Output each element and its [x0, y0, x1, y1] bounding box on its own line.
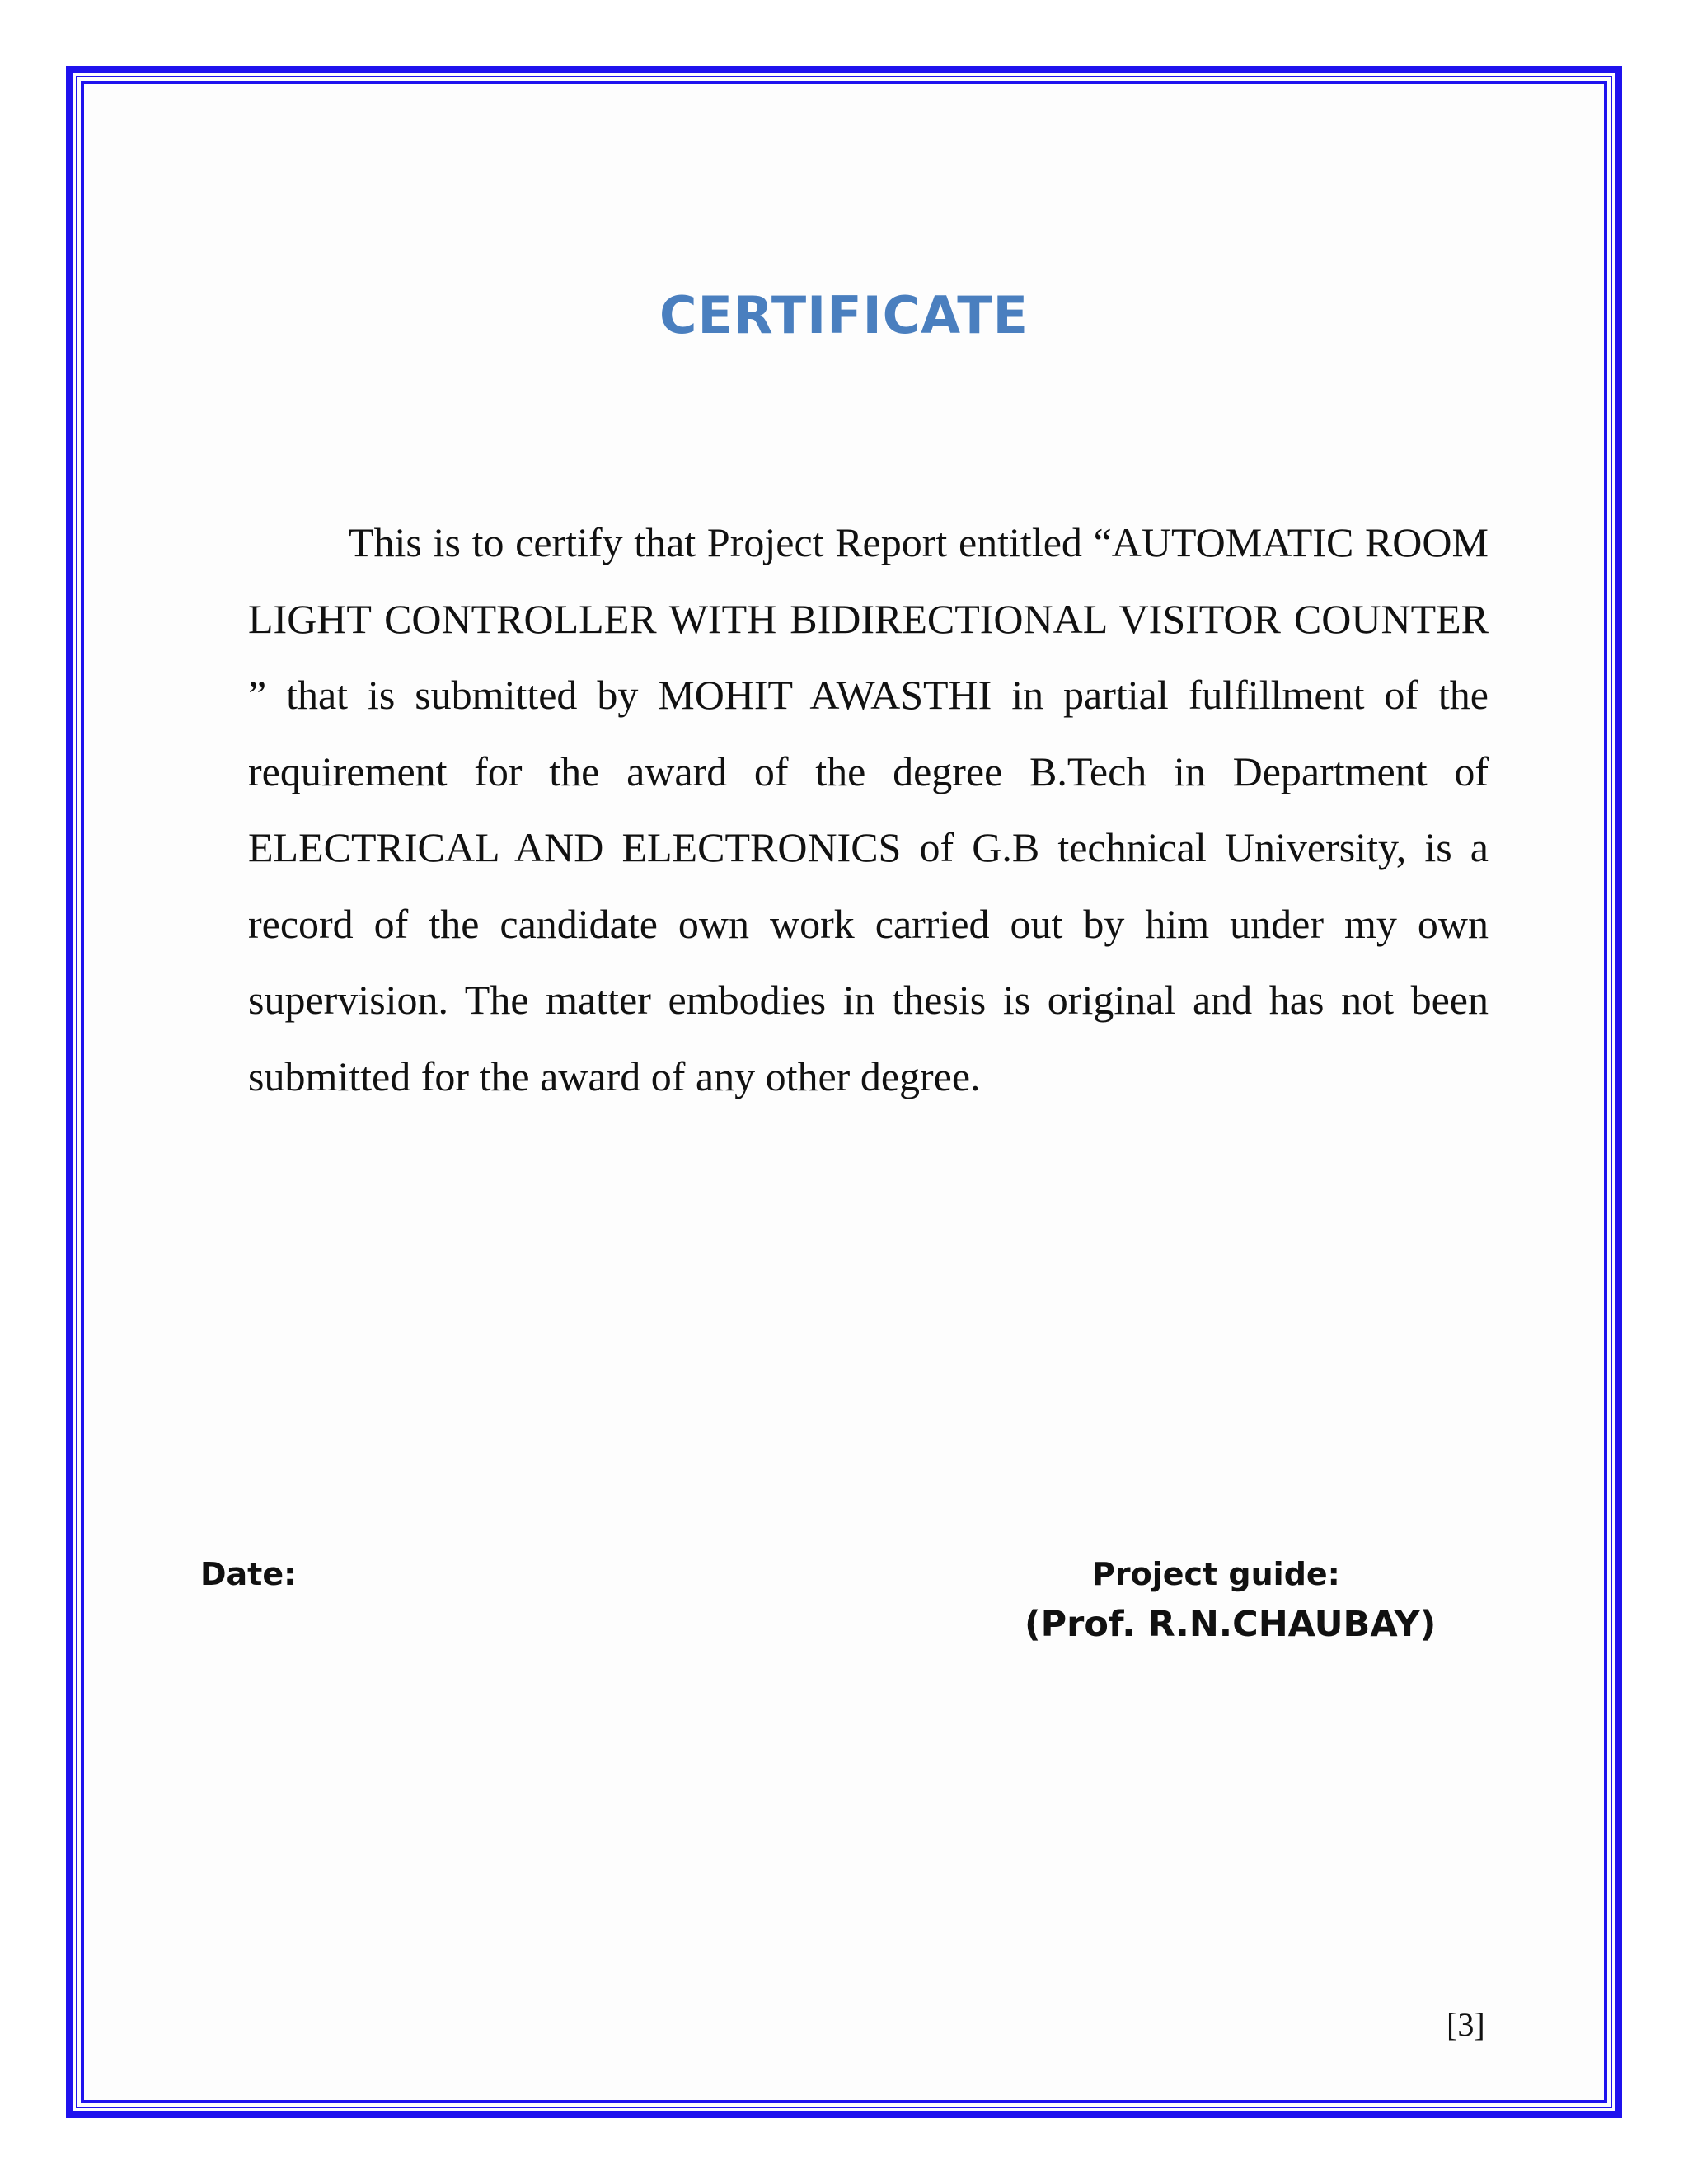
page-number: [3] [1447, 2006, 1485, 2043]
date-label: Date: [200, 1556, 297, 1592]
project-guide-label: Project guide: [1092, 1556, 1340, 1592]
certificate-body: This is to certify that Project Report entitled “AUTOMATIC ROOM LIGHT CONTROLLER WITH BIDIRECTIONAL VISITOR COUNTER ” that is submitted by MOHIT AWASTHI in partial fulfillment of the requirement for the award of the degree B.Tech in Department of ELECTRICAL AND ELECTRONICS of G.B technical University, is a record of the candidate own work carried out by him under my own supervision. The matter embodies in thesis is original and has not been submitted for the award of any other degree. [248, 519, 1489, 1099]
certificate-title: CERTIFICATE [659, 285, 1029, 345]
project-guide-name: (Prof. R.N.CHAUBAY) [1025, 1604, 1437, 1645]
